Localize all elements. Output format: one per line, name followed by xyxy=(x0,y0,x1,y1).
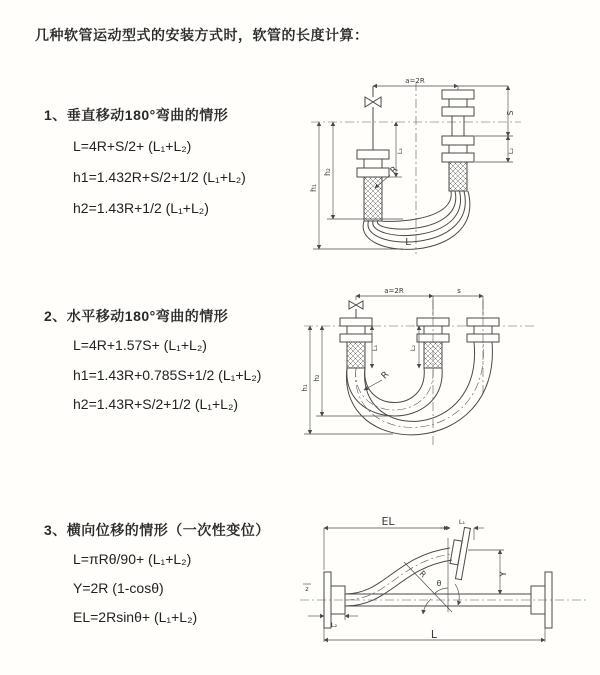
diagram2-labels xyxy=(301,287,461,392)
section-2-formula-L: L=4R+1.57S+ (L₁+L₂) xyxy=(73,337,207,353)
left-fitting xyxy=(340,318,372,368)
dim-label-s: s xyxy=(457,287,461,295)
diagram1-labels xyxy=(309,77,515,248)
section-2-formula-h1: h1=1.43R+0.785S+1/2 (L₁+L₂) xyxy=(73,367,262,383)
dim-label-l2: L₂ xyxy=(507,147,515,155)
hose-drawing xyxy=(340,301,499,435)
section-1-formula-h2: h2=1.43R+1/2 (L₁+L₂) xyxy=(73,200,209,216)
dimensions xyxy=(303,528,545,642)
section-2-heading: 2、水平移动180°弯曲的情形 xyxy=(44,308,229,324)
section-3-formula-L: L=πRθ/90+ (L₁+L₂) xyxy=(73,551,192,567)
hose-displaced-position xyxy=(345,548,452,606)
dim-label-l1: L₁ xyxy=(458,518,466,526)
dim-label-l1: L₁ xyxy=(396,147,404,155)
left-fitting xyxy=(357,150,389,221)
angle-label: θ xyxy=(436,579,442,588)
dim-label-a2r: a=2R xyxy=(405,77,425,85)
dim-label-s: S xyxy=(506,110,515,116)
dim-label-h2: h₂ xyxy=(323,168,332,176)
tilted-flange xyxy=(448,526,471,580)
radius-label: R xyxy=(379,369,392,382)
centerline-mark: z xyxy=(305,585,309,593)
section-1-heading: 1、垂直移动180°弯曲的情形 xyxy=(44,107,229,123)
length-label: L xyxy=(430,628,438,641)
dim-label-l2: L₂ xyxy=(330,621,338,629)
dim-label-y: Y xyxy=(499,571,509,577)
dimensions xyxy=(304,296,483,434)
section-1-formula-h1: h1=1.432R+S/2+1/2 (L₁+L₂) xyxy=(73,169,246,185)
right-fitting xyxy=(442,90,474,191)
dim-label-h2: h₂ xyxy=(313,374,321,382)
middle-fitting xyxy=(417,318,449,368)
dim-label-l1: L₁ xyxy=(371,344,379,352)
valve-icon xyxy=(349,301,363,309)
diagram-lateral-displacement xyxy=(300,512,592,652)
hose-curves-position1 xyxy=(347,368,442,416)
section-2-formula-h2: h2=1.43R+S/2+1/2 (L₁+L₂) xyxy=(73,396,239,412)
dim-label-l2: L₂ xyxy=(409,344,417,352)
page-title: 几种软管运动型式的安装方式时，软管的长度计算： xyxy=(35,27,369,43)
radius-label: R xyxy=(417,569,428,580)
section-1-formula-L: L=4R+S/2+ (L₁+L₂) xyxy=(73,138,192,154)
dim-label-a2r: a=2R xyxy=(384,287,404,295)
hose-drawing xyxy=(324,526,552,628)
section-3-formula-Y: Y=2R (1-cosθ) xyxy=(73,580,164,596)
angle-construction xyxy=(404,538,459,614)
diagram-horizontal-180-bend xyxy=(298,286,573,458)
section-3-formula-EL: EL=2Rsinθ+ (L₁+L₂) xyxy=(73,609,198,625)
radius-label: R xyxy=(388,164,401,177)
valve-icon xyxy=(365,97,381,107)
length-label: L xyxy=(405,237,411,248)
dim-label-el: EL xyxy=(381,515,395,528)
dim-label-h1: h₁ xyxy=(301,384,309,392)
diagram-vertical-180-bend xyxy=(303,66,553,258)
section-3-heading: 3、横向位移的情形（一次性变位） xyxy=(44,522,270,538)
hose-drawing xyxy=(357,86,474,249)
dimensions xyxy=(313,86,513,249)
dim-label-h1: h₁ xyxy=(309,184,318,192)
